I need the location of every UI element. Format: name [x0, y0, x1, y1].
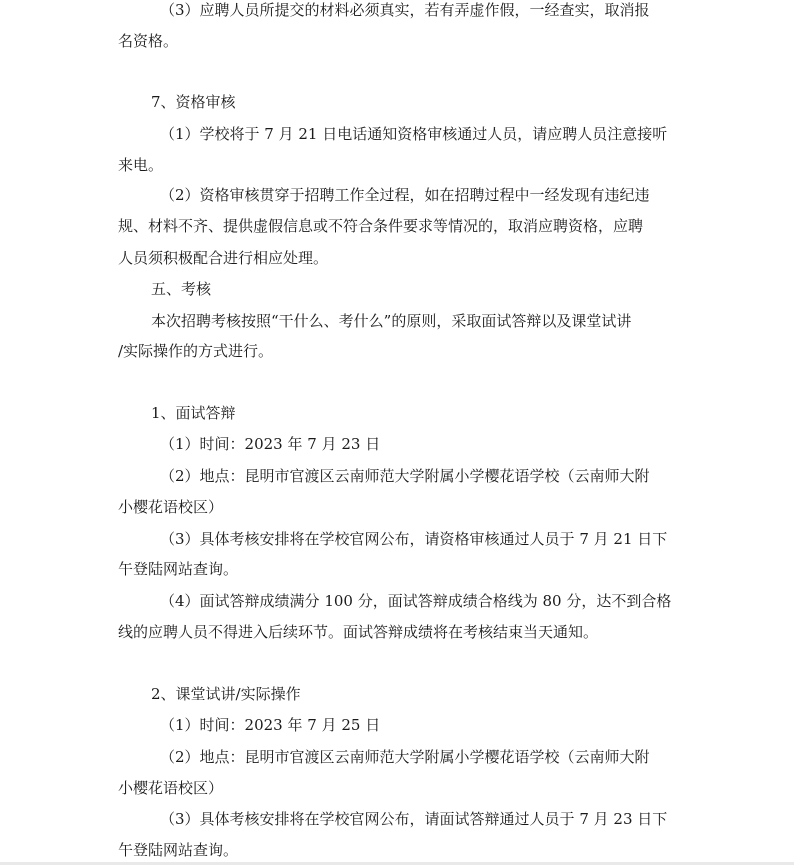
paragraph-line: （1）时间：2023 年 7 月 23 日	[160, 435, 381, 453]
paragraph-line: 本次招聘考核按照“干什么、考什么”的原则，采取面试答辩以及课堂试讲	[151, 312, 632, 330]
paragraph-line: 规、材料不齐、提供虚假信息或不符合条件要求等情况的，取消应聘资格，应聘	[118, 217, 644, 235]
paragraph-line: （1）时间：2023 年 7 月 25 日	[160, 716, 381, 734]
paragraph-line: 名资格。	[118, 32, 179, 50]
section-heading: 1、面试答辩	[151, 404, 236, 422]
paragraph-line: （1）学校将于 7 月 21 日电话通知资格审核通过人员，请应聘人员注意接听	[160, 125, 668, 143]
paragraph-line: （3）具体考核安排将在学校官网公布，请面试答辩通过人员于 7 月 23 日下	[160, 810, 668, 828]
paragraph-line: 线的应聘人员不得进入后续环节。面试答辩成绩将在考核结束当天通知。	[118, 623, 599, 641]
paragraph-line: （2）地点：昆明市官渡区云南师范大学附属小学樱花语学校（云南师大附	[160, 748, 650, 766]
paragraph-line: （2）地点：昆明市官渡区云南师范大学附属小学樱花语学校（云南师大附	[160, 467, 650, 485]
paragraph-line: 来电。	[118, 156, 164, 174]
paragraph-line: 小樱花语校区）	[118, 779, 224, 797]
paragraph-line: 人员须积极配合进行相应处理。	[118, 249, 329, 267]
paragraph-line: （3）具体考核安排将在学校官网公布，请资格审核通过人员于 7 月 21 日下	[160, 530, 668, 548]
paragraph-line: （3）应聘人员所提交的材料必须真实，若有弄虚作假，一经查实，取消报	[160, 1, 650, 19]
paragraph-line: 小樱花语校区）	[118, 498, 224, 516]
paragraph-line: /实际操作的方式进行。	[118, 342, 274, 360]
paragraph-line: 午登陆网站查询。	[118, 560, 239, 578]
paragraph-line: （4）面试答辩成绩满分 100 分，面试答辩成绩合格线为 80 分，达不到合格	[160, 592, 672, 610]
section-heading: 7、资格审核	[151, 93, 236, 111]
paragraph-line: （2）资格审核贯穿于招聘工作全过程，如在招聘过程中一经发现有违纪违	[160, 186, 650, 204]
paragraph-line: 午登陆网站查询。	[118, 841, 239, 859]
section-heading: 2、课堂试讲/实际操作	[151, 685, 301, 703]
section-heading: 五、考核	[151, 280, 212, 298]
